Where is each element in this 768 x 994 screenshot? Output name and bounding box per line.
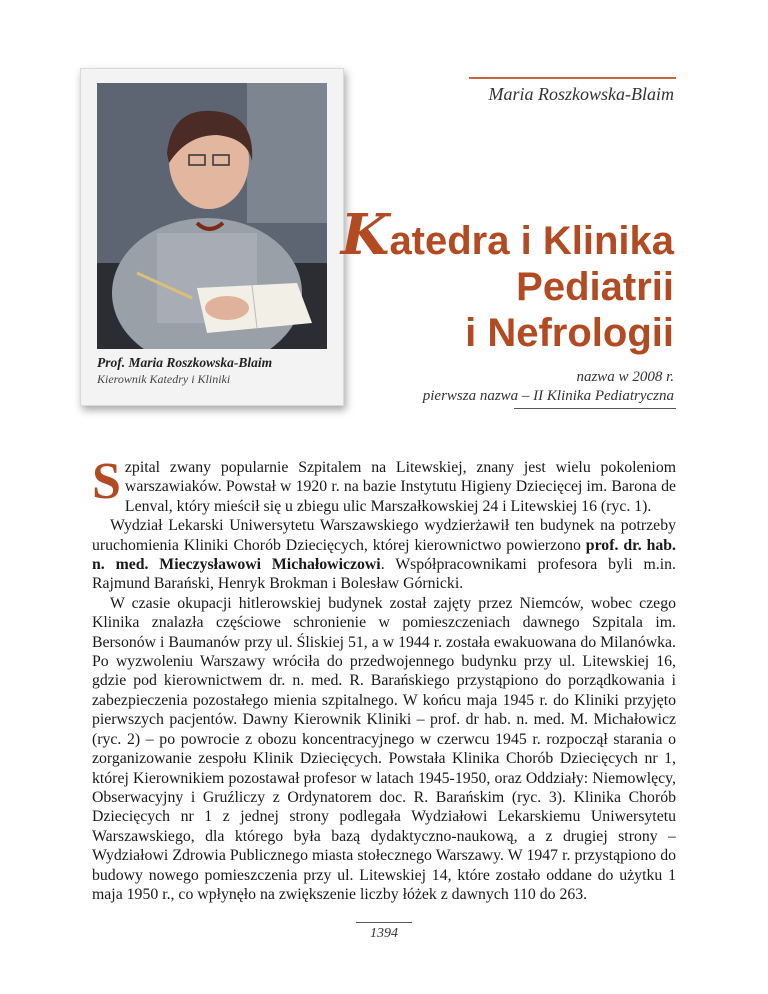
title-drop-letter: K xyxy=(340,202,390,268)
paragraph-2 xyxy=(92,516,676,594)
page-title xyxy=(340,202,674,356)
portrait-caption-name: Prof. Maria Roszkowska-Blaim xyxy=(97,355,273,370)
author-rule xyxy=(469,77,676,79)
paragraph-1-text: zpital zwany popularnie Szpitalem na Litewskiej, znany jest wielu pokoleniom warszawiaków. Powstał w 1920 r. na bazie Instytutu Higieny Dziecięcej im. Barona de Lenval, który mieścił się u zbiegu ulic Marszałkowskiej 24 i Litewskiej 16 (ryc. 1). xyxy=(124,459,676,515)
paragraph-1 xyxy=(92,453,676,516)
portrait-caption-role: Kierownik Katedry i Kliniki xyxy=(97,372,231,386)
author-name: Maria Roszkowska-Blaim xyxy=(488,84,674,104)
page-number-rule xyxy=(356,922,412,923)
portrait-photo xyxy=(97,83,327,349)
title-line-2: Pediatrii xyxy=(516,265,674,309)
title-line-3: i Nefrologii xyxy=(465,311,674,355)
paragraph-3: W czasie okupacji hitlerowskiej budynek został zajęty przez Niemców, wobec czego Klinika znalazła częściowe schronienie w pomieszczeniach dawnego Szpitala im. Bersonów i Baumanów przy ul. Śliskiej 51, a w 1944 r. została ewakuowana do Milanówka. Po wyzwoleniu Warszawy wróciła do przedwojennego budynku przy ul. Litewskiej 16, gdzie pod kierownictwem dr. n. med. R. Barańskiego przystąpiono do porządkowania i zabezpieczenia pozostałego mienia szpitalnego. W końcu maja 1945 r. do Kliniki przyjęto pierwszych pacjentów. Dawny Kierownik Kliniki – prof. dr hab. n. med. M. Michałowicz (ryc. 2) – po powrocie z obozu koncentracyjnego w czerwcu 1945 r. rozpoczął starania o zorganizowanie zespołu Klinik Dziecięcych. Powstała Klinika Chorób Dziecięcych nr 1, której Kierownikiem pozostawał profesor w latach 1945-1950, oraz Oddziały: Niemowlęcy, Obserwacyjny i Gruźliczy z Ordynatorem doc. R. Barańskim (ryc. 3). Klinika Chorób Dziecięcych nr 1 z jednej strony podlegała Wydziałowi Lekarskiemu Uniwersytetu Warszawskiego, dla którego była bazą dydaktyczno-naukową, a z drugiej strony – Wydziałowi Zdrowia Publicznego miasta stołecznego Warszawy. W 1947 r. przystąpiono do budowy nowego pomieszczenia przy ul. Litewskiej 14, które zostało oddane do użytku 1 maja 1950 r., co wpłynęło na zwiększenie liczby łóżek z dawnych 110 do 263. xyxy=(92,594,676,903)
article-body xyxy=(92,453,676,904)
paragraph-2-bold-name: prof. dr. hab. n. med. Mieczysławowi Michałowiczowi xyxy=(92,536,676,574)
title-line-1 xyxy=(340,202,674,268)
portrait-frame xyxy=(80,68,344,406)
paragraph-2-end: . Współpracownikami profesora byli m.in. Rajmund Barański, Henryk Brokman i Bolesław Górnicki. xyxy=(92,556,676,593)
title-line-1-text: atedra i Klinika xyxy=(389,219,674,263)
portrait-illustration xyxy=(97,83,327,349)
subtitle-rule xyxy=(514,408,676,409)
subtitle-first-name: pierwsza nazwa – II Klinika Pediatryczna xyxy=(422,388,674,404)
drop-cap: S xyxy=(92,453,121,510)
subtitle-current-name: nazwa w 2008 r. xyxy=(576,369,674,385)
paragraph-2-start: Wydział Lekarski Uniwersytetu Warszawskiego wydzierżawił ten budynek na potrzeby uruchomienia Kliniki Chorób Dziecięcych, której kierownictwo powierzono xyxy=(92,517,676,554)
page-number: 1394 xyxy=(370,926,398,941)
